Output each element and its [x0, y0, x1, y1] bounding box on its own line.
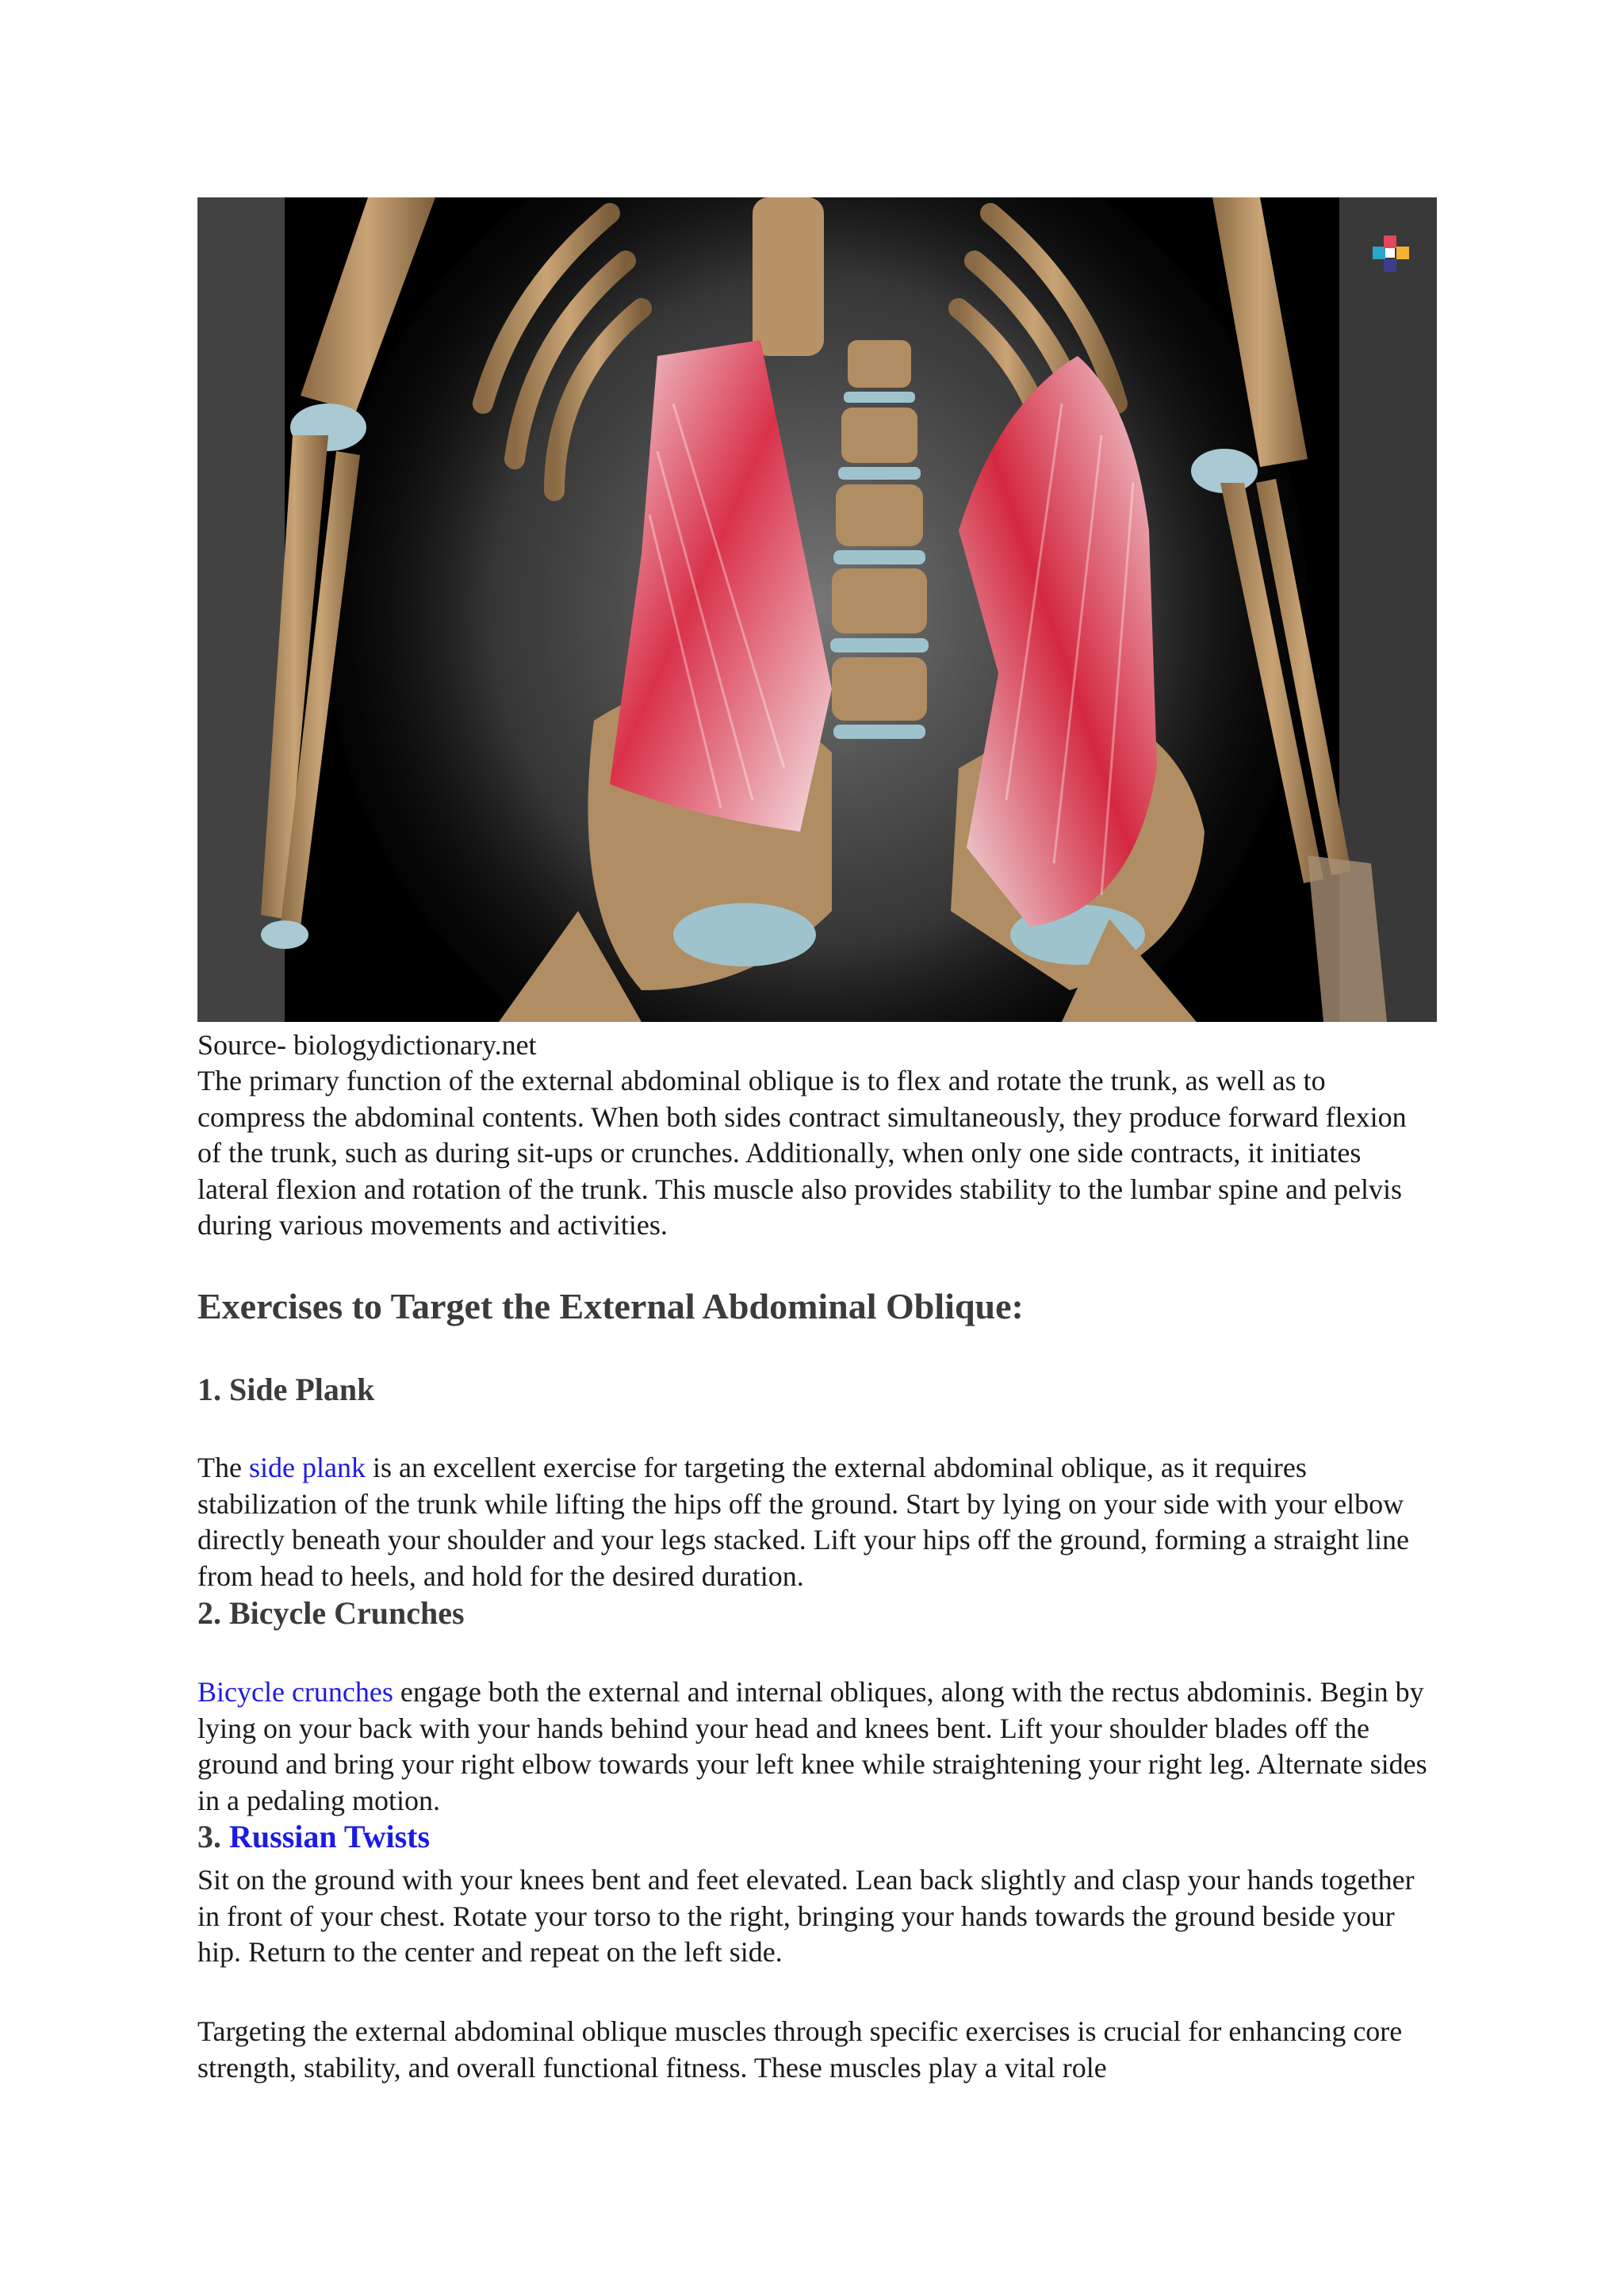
side-plank-text: is an excellent exercise for targeting the external abdominal oblique, as it requires stabilization of the trunk while lifting the hips off the ground. Start by lying on your side with your elbow directly beneath your shoulder and your legs stacked. Lift your hips off the ground, forming a straight line from head to heels, and hold for the desired duration.: [197, 1452, 1409, 1592]
figure-caption: Source- biologydictionary.net: [197, 1029, 537, 1061]
side-plank-section: [197, 1450, 1437, 1594]
russian-twists-link[interactable]: Russian Twists: [229, 1819, 431, 1854]
section-heading: Exercises to Target the External Abdominal Oblique:: [197, 1286, 1024, 1326]
russian-number: 3.: [197, 1819, 229, 1854]
russian-section: [197, 1862, 1437, 1971]
closing-section: [197, 2014, 1437, 2086]
side-plank-heading-block: [197, 1370, 1437, 1410]
bicycle-text: engage both the external and internal obliques, along with the rectus abdominis. Begin by lying on your back with your hands behind your head and knees bent. Lift your shoulder blades off the ground and bring your right elbow towards your left knee while straightening your right leg. Alternate sides in a pedaling motion.: [197, 1676, 1427, 1816]
anatomy-figure: [197, 197, 1437, 1022]
russian-heading-block: [197, 1817, 1437, 1857]
bicycle-heading-block: [197, 1594, 1437, 1633]
bicycle-heading: 2. Bicycle Crunches: [197, 1595, 465, 1631]
bicycle-paragraph: [197, 1674, 1437, 1819]
closing-paragraph: Targeting the external abdominal oblique muscles through specific exercises is crucial for enhancing core strength, stability, and overall functional fitness. These muscles play a vital role: [197, 2015, 1403, 2084]
side-plank-link[interactable]: side plank: [248, 1452, 366, 1483]
intro-section: [197, 1063, 1437, 1244]
oblique-muscle-illustration: [197, 197, 1437, 1022]
side-plank-heading: 1. Side Plank: [197, 1372, 375, 1407]
exercises-heading-block: [197, 1284, 1437, 1329]
bicycle-section: [197, 1674, 1437, 1819]
bicycle-crunches-link[interactable]: Bicycle crunches: [197, 1676, 393, 1708]
russian-paragraph: Sit on the ground with your knees bent and feet elevated. Lean back slightly and clasp your hands together in front of your chest. Rotate your torso to the right, bringing your hands towards the ground beside your hip. Return to the center and repeat on the left side.: [197, 1864, 1415, 1968]
side-plank-paragraph: [197, 1450, 1437, 1594]
side-plank-lead: The: [197, 1452, 249, 1483]
russian-twists-heading: [197, 1817, 1437, 1857]
intro-paragraph: The primary function of the external abdominal oblique is to flex and rotate the trunk, as well as to compress the abdominal contents. When both sides contract simultaneously, they produce forward flexion of the trunk, such as during sit-ups or crunches. Additionally, when only one side contracts, it initiates lateral flexion and rotation of the trunk. This muscle also provides stability to the lumbar spine and pelvis during various movements and activities.: [197, 1065, 1407, 1241]
